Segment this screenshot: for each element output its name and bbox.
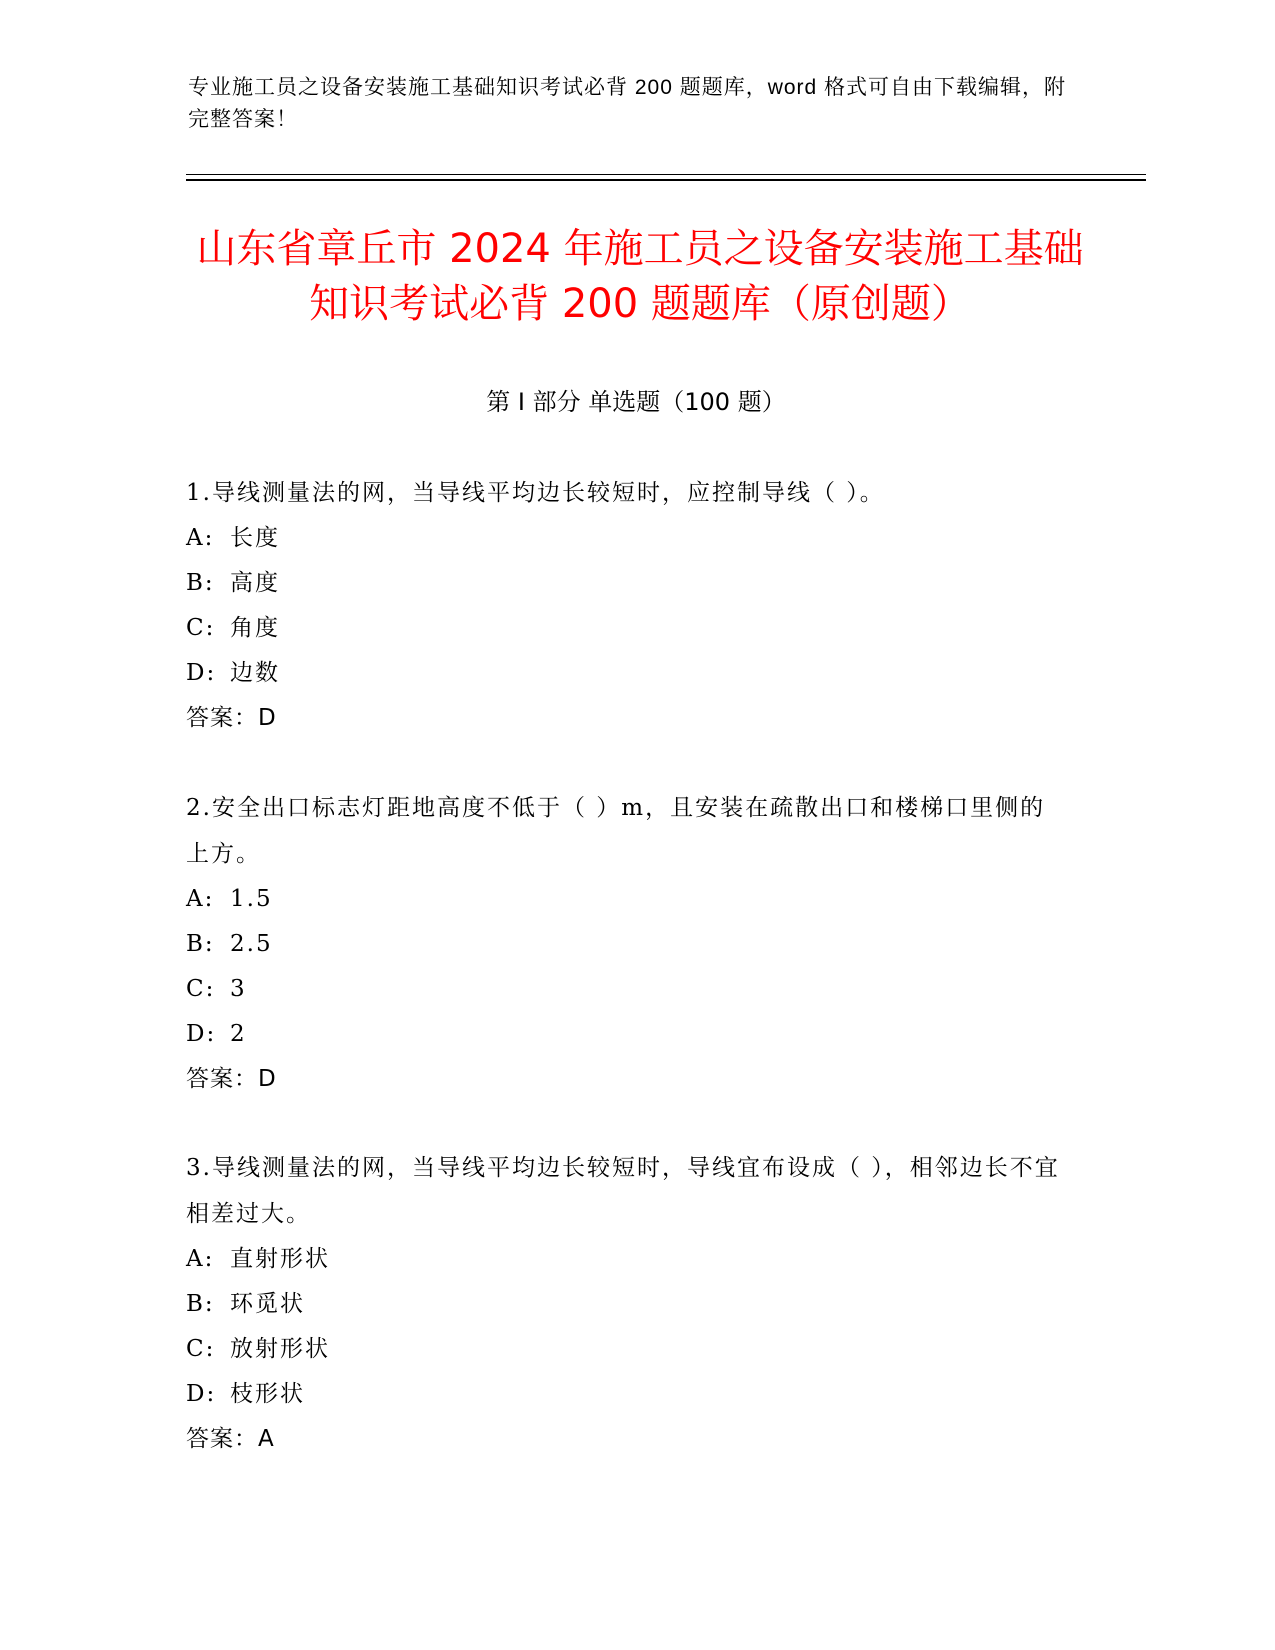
question-stem: 3.导线测量法的网，当导线平均边长较短时，导线宜布设成（ ），相邻边长不宜相差过大。	[186, 1155, 1060, 1227]
option-text: 3	[230, 976, 247, 1002]
option-text: 直射形状	[230, 1246, 330, 1272]
option-d	[186, 1012, 1066, 1057]
option-key: A:	[186, 525, 215, 551]
option-key: A:	[186, 1246, 215, 1272]
option-key: C:	[186, 1336, 216, 1362]
option-text: 长度	[230, 525, 280, 551]
option-b	[186, 561, 1066, 606]
document-title: 山东省章丘市 2024 年施工员之设备安装施工基础知识考试必背 200 题题库（原创题）	[196, 226, 1084, 327]
option-key: D:	[186, 660, 217, 686]
option-a	[186, 877, 1066, 922]
option-text: 1.5	[230, 886, 273, 912]
option-key: A:	[186, 886, 215, 912]
option-text: 枝形状	[230, 1381, 305, 1407]
option-c	[186, 1327, 1066, 1372]
answer-value: A	[258, 1426, 275, 1452]
option-key: B:	[186, 1291, 215, 1317]
answer-label: 答案：	[186, 705, 258, 731]
option-text: 环觅状	[230, 1291, 305, 1317]
option-text: 高度	[230, 570, 280, 596]
answer-value: D	[258, 705, 277, 731]
answer-label: 答案：	[186, 1066, 258, 1092]
option-text: 放射形状	[230, 1336, 330, 1362]
option-b	[186, 1282, 1066, 1327]
option-text: 边数	[230, 660, 280, 686]
question-3	[186, 1145, 1066, 1462]
question-1	[186, 470, 1066, 741]
answer-value: D	[258, 1066, 277, 1092]
option-a	[186, 516, 1066, 561]
option-c	[186, 606, 1066, 651]
option-d	[186, 1372, 1066, 1417]
answer-line	[186, 1417, 1066, 1462]
option-b	[186, 922, 1066, 967]
header-divider-thick	[186, 179, 1146, 181]
question-stem: 2.安全出口标志灯距地高度不低于（ ）m，且安装在疏散出口和楼梯口里侧的上方。	[186, 795, 1046, 867]
option-d	[186, 651, 1066, 696]
question-2	[186, 785, 1066, 1102]
option-key: C:	[186, 615, 216, 641]
question-stem: 1.导线测量法的网，当导线平均边长较短时，应控制导线（ ）。	[186, 480, 885, 506]
option-key: D:	[186, 1021, 217, 1047]
header-note: 专业施工员之设备安装施工基础知识考试必背 200 题题库，word 格式可自由下载编辑，附完整答案！	[188, 76, 1067, 131]
option-c	[186, 967, 1066, 1012]
option-key: B:	[186, 570, 215, 596]
option-key: D:	[186, 1381, 217, 1407]
option-text: 2	[230, 1021, 247, 1047]
option-text: 2.5	[230, 931, 273, 957]
answer-label: 答案：	[186, 1426, 258, 1452]
option-a	[186, 1237, 1066, 1282]
answer-line	[186, 1057, 1066, 1102]
header-divider-thin	[186, 174, 1146, 175]
option-key: B:	[186, 931, 215, 957]
answer-line	[186, 696, 1066, 741]
section-title: 第 I 部分 单选题（100 题）	[486, 388, 786, 416]
option-text: 角度	[230, 615, 280, 641]
option-key: C:	[186, 976, 216, 1002]
